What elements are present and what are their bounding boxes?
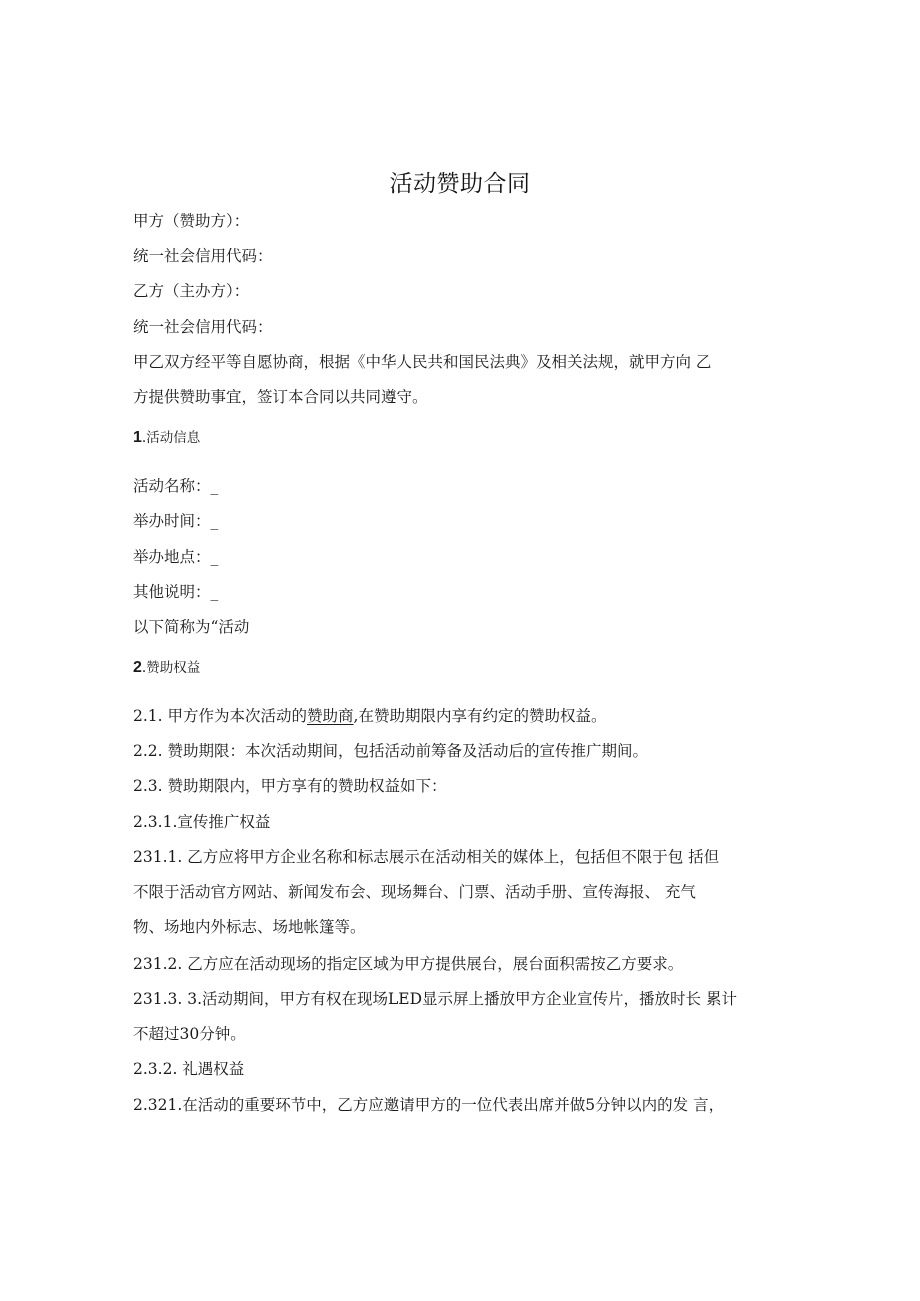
clause-2-1-sponsor-term: 赞助商: [307, 707, 354, 725]
clause-2-1-prefix: 2.1. 甲方作为本次活动的: [133, 707, 308, 725]
section-1-title: .活动信息: [141, 430, 201, 446]
field-activity-place: 举办地点：_: [133, 548, 219, 566]
clause-2-1: [133, 705, 606, 727]
section-1-number: 1: [133, 429, 142, 446]
section-2-heading: [133, 656, 200, 679]
clause-231-1-line-3: 物、场地内外标志、场地帐篷等。: [133, 918, 366, 936]
preamble-line-2: 方提供赞助事宜，签订本合同以共同遵守。: [133, 388, 428, 406]
party-a-label: 甲方（赞助方）：: [133, 212, 250, 230]
section-2-number: 2: [133, 659, 142, 676]
clause-2-2: 2.2. 赞助期限：本次活动期间，包括活动前筹备及活动后的宣传推广期间。: [133, 742, 649, 760]
clause-231-2: 231.2. 乙方应在活动现场的指定区域为甲方提供展台，展台面积需按乙方要求。: [133, 955, 684, 973]
section-1-heading: [133, 426, 200, 449]
section-2-title: .赞助权益: [141, 660, 201, 676]
clause-231-3-line-1: 231.3. 3.活动期间，甲方有权在现场LED显示屏上播放甲方企业宣传片，播放时长 累计: [133, 990, 737, 1008]
clause-2-3-1: 2.3.1.宣传推广权益: [133, 813, 271, 831]
field-activity-time: 举办时间：_: [133, 512, 219, 530]
clause-2-3: 2.3. 赞助期限内，甲方享有的赞助权益如下：: [133, 777, 447, 795]
preamble-line-1: 甲乙双方经平等自愿协商，根据《中华人民共和国民法典》及相关法规，就甲方向 乙: [133, 353, 712, 371]
document-title: 活动赞助合同: [389, 171, 531, 197]
field-activity-name: 活动名称：_: [133, 477, 219, 495]
field-other-notes: 其他说明：_: [133, 583, 219, 601]
party-b-code-label: 统一社会信用代码：: [133, 318, 273, 336]
section-1-note: 以下简称为“活动: [133, 618, 250, 636]
clause-231-1-line-1: 231.1. 乙方应将甲方企业名称和标志展示在活动相关的媒体上，包括但不限于包 括但: [133, 848, 720, 866]
clause-231-1-line-2: 不限于活动官方网站、新闻发布会、现场舞台、门票、活动手册、宣传海报、 充气: [133, 883, 696, 901]
clause-2-321: 2.321.在活动的重要环节中，乙方应邀请甲方的一位代表出席并做5分钟以内的发 言，: [133, 1096, 725, 1114]
clause-231-3-line-2: 不超过30分钟。: [133, 1025, 246, 1043]
clause-2-1-suffix: ,在赞助期限内享有约定的赞助权益。: [353, 707, 607, 725]
party-a-code-label: 统一社会信用代码：: [133, 247, 273, 265]
clause-2-3-2: 2.3.2. 礼遇权益: [133, 1060, 245, 1078]
party-b-label: 乙方（主办方）：: [133, 282, 250, 300]
